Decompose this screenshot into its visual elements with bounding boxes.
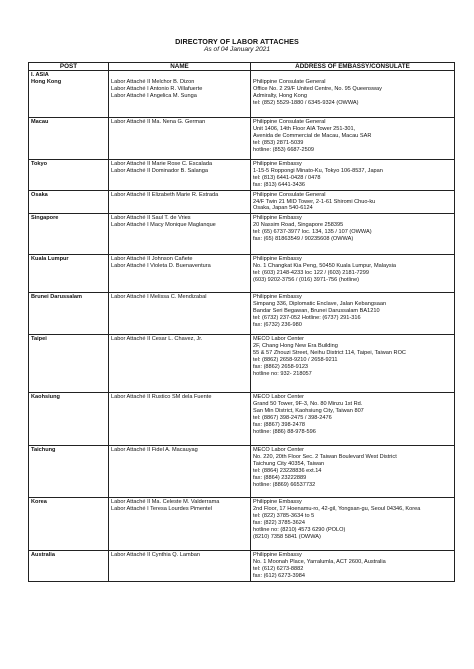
table-row <box>29 160 455 191</box>
post-cell <box>29 71 109 118</box>
name-cell <box>109 71 251 118</box>
address-cell <box>251 335 455 393</box>
address-line: tel: (8867) 398-2475 / 398-2476 <box>253 415 332 422</box>
address-line: Philippine Embassy <box>253 552 302 559</box>
address-line: Philippine Embassy <box>253 215 302 222</box>
address-line: MECO Labor Center <box>253 394 304 401</box>
address-line: No. 1 Moonah Place, Yarralumla, ACT 2600, Australia <box>253 559 386 566</box>
labor-attache-name: Labor Attaché II Fidel A. Macauyag <box>111 447 198 454</box>
address-line: tel: (813) 6441-0428 / 0478 <box>253 174 321 181</box>
address-line: fax: (8867) 398-2478 <box>253 421 305 428</box>
table-row <box>29 190 455 214</box>
address-line: fax: (822) 3785-3624 <box>253 520 305 527</box>
address-cell <box>251 498 455 551</box>
name-cell <box>109 255 251 293</box>
address-line: tel: (852) 5529-1880 / 6345-9324 (OWWA) <box>253 99 359 106</box>
table-row <box>29 393 455 446</box>
post-cell <box>29 293 109 335</box>
table-row <box>29 118 455 160</box>
address-line: 24/F Twin 21 MID Tower, 2-1-61 Shiromi Chuo-ku <box>253 198 376 205</box>
name-cell <box>109 160 251 191</box>
address-line: Philippine Embassy <box>253 499 302 506</box>
address-line: Philippine Consulate General <box>253 79 326 85</box>
post-cell <box>29 446 109 498</box>
address-line: No. 220, 20th Floor Sec. 2 Taiwan Boulevard West District <box>253 454 397 461</box>
address-cell <box>251 71 455 118</box>
name-cell <box>109 498 251 551</box>
address-line: Taichung City 40354, Taiwan <box>253 461 325 468</box>
post-name: Taipei <box>31 336 47 343</box>
labor-attache-name: Labor Attaché II Cynthia Q. Lamban <box>111 552 200 559</box>
table-row <box>29 293 455 335</box>
post-cell <box>29 160 109 191</box>
directory-table <box>28 62 455 582</box>
post-name: Australia <box>31 552 55 559</box>
address-line: (8210) 7358 5841 (OWWA) <box>253 533 321 540</box>
labor-attache-name: Labor Attaché I Violeta D. Buenaventura <box>111 263 211 270</box>
address-line: tel: (6732) 237-052 Hotline: (6737) 291-316 <box>253 315 361 322</box>
labor-attache-name: Labor Attaché II Johnson Cañete <box>111 256 193 263</box>
table-row <box>29 551 455 582</box>
labor-attache-name: Labor Attaché II Melchor B. Dizon <box>111 79 195 85</box>
name-cell <box>109 118 251 160</box>
table-header-row <box>29 63 455 71</box>
address-line: hotline: (853) 6687-2509 <box>253 146 314 153</box>
labor-attache-name: Labor Attaché I Angelica M. Sunga <box>111 92 197 99</box>
address-line: No. 1 Changkat Kia Peng, 50450 Kuala Lumpur, Malaysia <box>253 263 397 270</box>
address-line: Office No. 2 29/F United Centre, No. 95 Queensway <box>253 85 382 92</box>
table-row <box>29 214 455 255</box>
header-address: ADDRESS OF EMBASSY/CONSULATE <box>251 63 455 71</box>
table-row <box>29 335 455 393</box>
post-name: Singapore <box>31 215 59 222</box>
labor-attache-name: Labor Attaché I Antonio R. Villafuerte <box>111 85 203 92</box>
address-line: fax: (8862) 2658-9123 <box>253 363 309 370</box>
address-line: fax: (8864) 23222889 <box>253 474 307 481</box>
name-cell <box>109 214 251 255</box>
address-line: 55 & 57 Zhouzi Street, Neihu District 114, Taipei, Taiwan ROC <box>253 350 406 357</box>
post-name: Brunei Darussalam <box>31 294 82 301</box>
address-line: 2F, Chang Hong New Era Building <box>253 343 338 350</box>
post-name: Kuala Lumpur <box>31 256 69 263</box>
name-cell <box>109 551 251 582</box>
post-cell <box>29 190 109 214</box>
document-title: DIRECTORY OF LABOR ATTACHES <box>175 37 299 46</box>
section-heading: I. ASIA <box>31 72 49 78</box>
address-line: tel: (8864) 23228836 ext.14 <box>253 468 322 475</box>
address-line: Simpang 336, Diplomatic Enclave, Jalan Kebangsaan <box>253 301 387 308</box>
labor-attache-name: Labor Attaché II Ma. Celeste M. Valderrama <box>111 499 220 506</box>
labor-attache-name: Labor Attaché I Melissa C. Mendizabal <box>111 294 207 301</box>
labor-attache-name: Labor Attaché I Teresa Lourdes Pimentel <box>111 506 212 513</box>
address-line: Philippine Embassy <box>253 256 302 263</box>
labor-attache-name: Labor Attaché II Rustico SM dela Fuente <box>111 394 212 401</box>
address-cell <box>251 160 455 191</box>
table-row <box>29 498 455 551</box>
post-name: Tokyo <box>31 161 48 167</box>
post-cell <box>29 335 109 393</box>
address-line: Grand 50 Tower, 9F-3, No. 80 Minzu 1st Rd. <box>253 401 363 408</box>
name-cell <box>109 446 251 498</box>
address-line: Philippine Consulate General <box>253 119 326 125</box>
address-line: 1-15-5 Roppongi Minato-Ku, Tokyo 106-8537, Japan <box>253 167 383 174</box>
address-line: Unit 1406, 14th Floor AIA Tower 251-301, <box>253 125 356 132</box>
address-cell <box>251 190 455 214</box>
address-line: Admiralty, Hong Kong <box>253 92 307 99</box>
address-line: hotline: (886) 88-978-596 <box>253 428 316 435</box>
address-cell <box>251 214 455 255</box>
labor-attache-name: Labor Attaché II Cesar L. Chavez, Jr. <box>111 336 203 343</box>
address-line: MECO Labor Center <box>253 447 304 454</box>
address-line: fax: (813) 6441-3436 <box>253 181 305 188</box>
address-line: fax: (612) 6273-3984 <box>253 573 305 580</box>
address-line: fax: (6732) 236-980 <box>253 321 302 328</box>
post-cell <box>29 393 109 446</box>
address-line: tel: (603) 2148-4233 loc 122 / (603) 2181-7299 <box>253 270 369 277</box>
post-name: Osaka <box>31 191 48 198</box>
address-line: Bandar Seri Begawan, Brunei Darussalam BA1210 <box>253 308 380 315</box>
address-line: tel: (65) 6737-3977 loc. 134, 135 / 107 (OWWA) <box>253 229 372 236</box>
address-cell <box>251 255 455 293</box>
labor-attache-name: Labor Attaché II Dominador B. Salanga <box>111 167 209 174</box>
address-cell <box>251 551 455 582</box>
header-name: NAME <box>109 63 251 71</box>
address-line: 2nd Floor, 17 Hoenamu-ro, 42-gil, Yongsan-gu, Seoul 04346, Korea <box>253 506 421 513</box>
labor-attache-name: Labor Attaché II Ma. Nena G. German <box>111 119 206 125</box>
address-line: (603) 9202-3756 / (016) 3971-756 (hotline) <box>253 277 360 284</box>
name-cell <box>109 293 251 335</box>
document-subtitle: As of 04 January 2021 <box>204 46 270 53</box>
post-name: Macau <box>31 119 49 125</box>
post-name: Hong Kong <box>31 78 62 85</box>
address-line: Philippine Embassy <box>253 161 302 167</box>
address-line: 20 Nassim Road, Singapore 258395 <box>253 222 344 229</box>
address-line: Philippine Embassy <box>253 294 302 301</box>
address-cell <box>251 393 455 446</box>
address-line: Osaka, Japan 540-6124 <box>253 205 313 212</box>
post-name: Korea <box>31 499 47 506</box>
address-line: fax: (65) 81863549 / 90235608 (OWWA) <box>253 236 354 243</box>
labor-attache-name: Labor Attaché II Saul T. de Vries <box>111 215 191 222</box>
post-cell <box>29 255 109 293</box>
table-body <box>29 71 455 582</box>
address-line: Philippine Consulate General <box>253 191 326 198</box>
address-line: Avenida de Commercial de Macau, Macau SAR <box>253 132 372 139</box>
post-name: Kaohsiung <box>31 394 60 401</box>
table-row <box>29 71 455 118</box>
post-cell <box>29 551 109 582</box>
name-cell <box>109 190 251 214</box>
address-line: hotline no: (8210) 4573 6290 (POLO) <box>253 526 346 533</box>
name-cell <box>109 335 251 393</box>
labor-attache-name: Labor Attaché II Elizabeth Marie R. Estrada <box>111 191 219 198</box>
table-row <box>29 255 455 293</box>
address-line: tel: (822) 3785-3634 to 5 <box>253 513 315 520</box>
address-cell <box>251 293 455 335</box>
address-line: hotline no: 932- 218057 <box>253 370 312 377</box>
labor-attache-name: Labor Attaché I Macy Monique Maglanque <box>111 222 216 229</box>
name-cell <box>109 393 251 446</box>
address-line: tel: (8862) 2658-9210 / 2658-9211 <box>253 357 338 364</box>
address-line: tel: (853) 2871-5039 <box>253 139 304 146</box>
post-cell <box>29 214 109 255</box>
address-cell <box>251 446 455 498</box>
table-row <box>29 446 455 498</box>
address-line: MECO Labor Center <box>253 336 304 343</box>
post-cell <box>29 118 109 160</box>
address-line: tel: (612) 6273-8882 <box>253 566 304 573</box>
address-line: San Min District, Kaohsiung City, Taiwan 807 <box>253 408 364 415</box>
header-post: POST <box>29 63 109 71</box>
post-name: Taichung <box>31 447 56 454</box>
address-line: hotline: (8869) 66537732 <box>253 481 316 488</box>
labor-attache-name: Labor Attaché II Marie Rose C. Escalada <box>111 161 213 167</box>
post-cell <box>29 498 109 551</box>
address-cell <box>251 118 455 160</box>
